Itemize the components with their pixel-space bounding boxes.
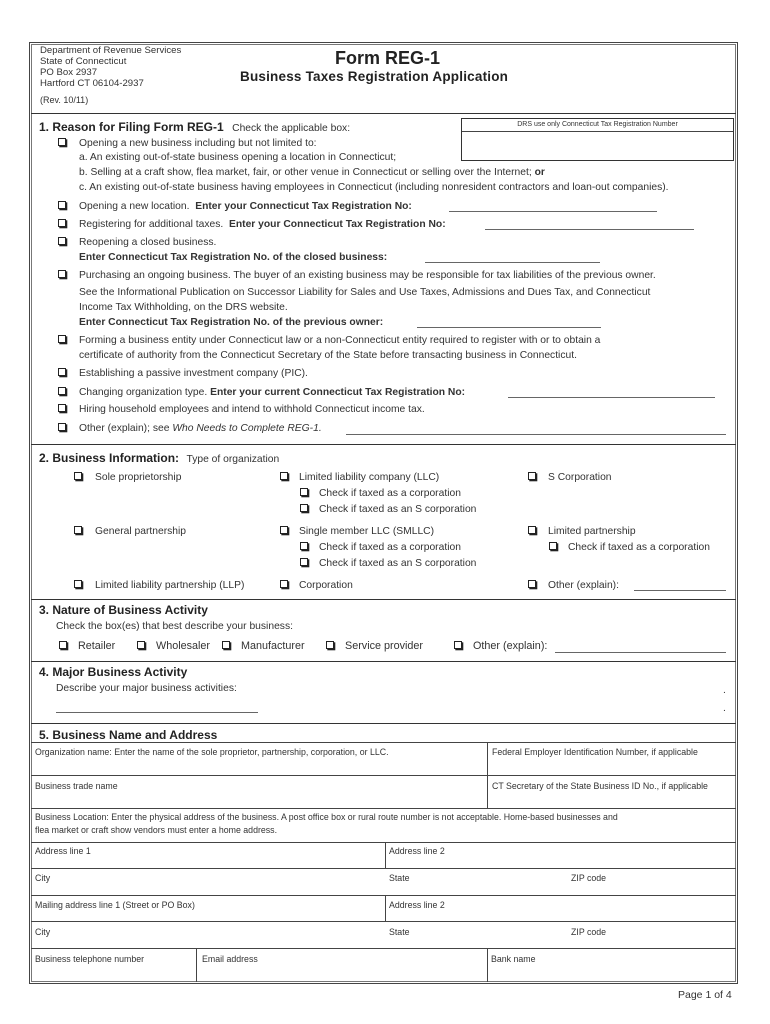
agency-name: Department of Revenue Services — [40, 45, 182, 56]
checkbox-lp-corp[interactable] — [549, 542, 557, 550]
sec5-line-6 — [31, 895, 736, 896]
checkbox-forming[interactable] — [58, 335, 66, 343]
opt-other-text: Other (explain); see — [79, 423, 170, 434]
checkbox-pic[interactable] — [58, 368, 66, 376]
checkbox-new-location[interactable] — [58, 201, 66, 209]
label-mailing-2: Address line 2 — [389, 900, 445, 910]
opt-new-location-text: Opening a new location. — [79, 201, 190, 212]
label-s-corp: S Corporation — [548, 472, 612, 483]
checkbox-s-corp[interactable] — [528, 472, 536, 480]
form-subtitle: Business Taxes Registration Application — [240, 69, 509, 84]
checkbox-purchasing[interactable] — [58, 270, 66, 278]
checkbox-smllc[interactable] — [280, 526, 288, 534]
opt-additional-prompt: Enter your Connecticut Tax Registration No: — [228, 219, 446, 230]
section3-title: 3. Nature of Business Activity — [39, 603, 208, 617]
opt-pic: Establishing a passive investment company (PIC). — [79, 368, 308, 379]
sec5-vdiv-2 — [385, 842, 386, 868]
opt-changing-org-text: Changing organization type. — [79, 387, 208, 398]
page-number: Page 1 of 4 — [678, 989, 732, 1001]
label-zip: ZIP code — [571, 873, 607, 883]
section2-divider — [31, 599, 736, 600]
section1-title: 1. Reason for Filing Form REG-1 — [39, 120, 224, 134]
other-reason-field[interactable] — [346, 434, 726, 435]
checkbox-limited-partnership[interactable] — [528, 526, 536, 534]
checkbox-sole-prop[interactable] — [74, 472, 82, 480]
section4-dot-1: . — [723, 685, 726, 696]
label-fein: Federal Employer Identification Number, if applicable — [492, 747, 698, 757]
label-bank: Bank name — [491, 954, 536, 964]
drs-use-only-box[interactable] — [461, 118, 734, 161]
opt-reopening: Reopening a closed business. — [79, 237, 217, 248]
header-divider — [31, 113, 736, 114]
revision-date: (Rev. 10/11) — [40, 95, 89, 105]
opt-new-business: Opening a new business including but not limited to: — [79, 138, 317, 149]
label-general-partnership: General partnership — [95, 526, 187, 537]
label-location-2: flea market or craft show vendors must enter a home address. — [35, 825, 278, 835]
checkbox-smllc-corp[interactable] — [300, 542, 308, 550]
checkbox-retailer[interactable] — [59, 641, 67, 649]
section2-title: 2. Business Information: — [39, 451, 180, 465]
label-service: Service provider — [345, 640, 424, 652]
checkbox-llc-s[interactable] — [300, 504, 308, 512]
label-mailing-1: Mailing address line 1 (Street or PO Box) — [35, 900, 195, 910]
label-other-activity: Other (explain): — [473, 640, 548, 652]
label-smllc-corp: Check if taxed as a corporation — [319, 542, 461, 553]
opt-changing-org — [79, 386, 465, 399]
section1-instruction: Check the applicable box: — [232, 123, 351, 134]
label-limited-partnership: Limited partnership — [548, 526, 636, 537]
opt-new-business-b — [79, 166, 545, 179]
label-retailer: Retailer — [78, 640, 116, 652]
checkbox-wholesaler[interactable] — [137, 641, 145, 649]
checkbox-other-activity[interactable] — [454, 641, 462, 649]
label-other-org: Other (explain): — [548, 580, 619, 591]
checkbox-changing-org[interactable] — [58, 387, 66, 395]
label-address-2: Address line 2 — [389, 846, 445, 856]
opt-new-location — [79, 200, 412, 213]
checkbox-new-business[interactable] — [58, 138, 66, 146]
opt-new-business-a: a. An existing out-of-state business opening a location in Connecticut; — [79, 152, 397, 163]
label-lp-corp: Check if taxed as a corporation — [568, 542, 710, 553]
sec5-line-8 — [31, 948, 736, 949]
label-llc-s: Check if taxed as an S corporation — [319, 504, 477, 515]
sec5-line-2 — [31, 775, 736, 776]
label-address-1: Address line 1 — [35, 846, 91, 856]
purchasing-reg-no-field[interactable] — [417, 327, 601, 328]
additional-taxes-reg-no-field[interactable] — [485, 229, 694, 230]
drs-box-divider — [462, 131, 733, 132]
checkbox-additional-taxes[interactable] — [58, 219, 66, 227]
label-sole-prop: Sole proprietorship — [95, 472, 182, 483]
agency-address — [40, 45, 181, 89]
major-activity-field[interactable] — [56, 712, 258, 713]
opt-household: Hiring household employees and intend to withhold Connecticut income tax. — [79, 404, 425, 415]
sec5-line-3 — [31, 808, 736, 809]
opt-forming-1: Forming a business entity under Connecticut law or a non-Connecticut entity required to register with or to obtain a — [79, 335, 601, 346]
sec5-line-4 — [31, 842, 736, 843]
section3-divider — [31, 661, 736, 662]
opt-purchasing-1: Purchasing an ongoing business. The buyer of an existing business may be responsible for tax liabilities of the previous owner. — [79, 270, 656, 281]
label-wholesaler: Wholesaler — [156, 640, 211, 652]
opt-purchasing-2: See the Informational Publication on Successor Liability for Sales and Use Taxes, Admissions and Dues Tax, and Connecticut — [79, 287, 651, 298]
opt-changing-org-prompt: Enter your current Connecticut Tax Registration No: — [210, 387, 466, 398]
label-smllc-s: Check if taxed as an S corporation — [319, 558, 477, 569]
agency-state: State of Connecticut — [40, 56, 127, 67]
checkbox-other-org[interactable] — [528, 580, 536, 588]
changing-org-reg-no-field[interactable] — [508, 397, 715, 398]
section3-instruction: Check the box(es) that best describe your business: — [56, 621, 293, 632]
opt-new-business-b-text: b. Selling at a craft show, flea market, fair, or other venue in Connecticut or selling over the Internet; — [79, 167, 532, 178]
label-trade-name: Business trade name — [35, 781, 118, 791]
sec5-vdiv-5 — [487, 948, 488, 982]
agency-pobox: PO Box 2937 — [40, 67, 98, 78]
drs-box-label: DRS use only Connecticut Tax Registration Number — [517, 121, 678, 128]
other-org-field[interactable] — [634, 590, 726, 591]
opt-reopening-prompt: Enter Connecticut Tax Registration No. of the closed business: — [79, 252, 388, 263]
opt-new-business-c: c. An existing out-of-state business having employees in Connecticut (including nonresident contractors and loan-out companies). — [79, 182, 669, 193]
label-llc: Limited liability company (LLC) — [299, 472, 440, 483]
form-title: Form REG-1 — [335, 48, 441, 68]
label-mail-zip: ZIP code — [571, 927, 607, 937]
opt-additional-taxes — [79, 218, 446, 231]
label-llc-corp: Check if taxed as a corporation — [319, 488, 461, 499]
opt-additional-text: Registering for additional taxes. — [79, 219, 224, 230]
section5-title: 5. Business Name and Address — [39, 728, 218, 742]
opt-new-business-b-or: or — [534, 167, 545, 178]
section1-divider — [31, 444, 736, 445]
other-activity-field[interactable] — [555, 652, 726, 653]
label-mail-city: City — [35, 927, 51, 937]
section4-instruction: Describe your major business activities: — [56, 683, 237, 694]
label-state: State — [389, 873, 410, 883]
checkbox-llc-corp[interactable] — [300, 488, 308, 496]
new-location-reg-no-field[interactable] — [449, 211, 657, 212]
label-org-name: Organization name: Enter the name of the sole proprietor, partnership, corporation, or LLC. — [35, 747, 389, 757]
sec5-vdiv-3 — [385, 895, 386, 921]
opt-new-location-prompt: Enter your Connecticut Tax Registration No: — [195, 201, 412, 212]
section1-heading — [39, 118, 350, 136]
label-location-1: Business Location: Enter the physical address of the business. A post office box or rural route number is not acceptable. Home-based businesses and — [35, 812, 618, 822]
who-needs-link[interactable]: Who Needs to Complete REG-1. — [172, 423, 322, 434]
opt-purchasing-prompt: Enter Connecticut Tax Registration No. of the previous owner: — [79, 317, 384, 328]
sec5-vdiv-4 — [196, 948, 197, 982]
agency-city: Hartford CT 06104-2937 — [40, 78, 144, 89]
opt-other-reason — [79, 422, 322, 435]
checkbox-llp[interactable] — [74, 580, 82, 588]
checkbox-household[interactable] — [58, 404, 66, 412]
checkbox-llc[interactable] — [280, 472, 288, 480]
section4-divider — [31, 723, 736, 724]
sec5-line-7 — [31, 921, 736, 922]
label-city: City — [35, 873, 51, 883]
reopening-reg-no-field[interactable] — [425, 262, 600, 263]
section4-dot-2: . — [723, 703, 726, 714]
label-llp: Limited liability partnership (LLP) — [95, 580, 245, 591]
opt-purchasing-3: Income Tax Withholding, on the DRS website. — [79, 302, 288, 313]
checkbox-general-partnership[interactable] — [74, 526, 82, 534]
label-smllc: Single member LLC (SMLLC) — [299, 526, 435, 537]
section2-heading — [39, 449, 279, 467]
label-phone: Business telephone number — [35, 954, 145, 964]
checkbox-manufacturer[interactable] — [222, 641, 230, 649]
checkbox-smllc-s[interactable] — [300, 558, 308, 566]
label-corporation: Corporation — [299, 580, 353, 591]
label-email: Email address — [202, 954, 258, 964]
label-manufacturer: Manufacturer — [241, 640, 305, 652]
label-mail-state: State — [389, 927, 410, 937]
sec5-line-1 — [31, 742, 736, 743]
section2-subtitle: Type of organization — [186, 454, 280, 465]
sec5-line-5 — [31, 868, 736, 869]
opt-forming-2: certificate of authority from the Connecticut Secretary of the State before transacting business in Connecticut. — [79, 350, 577, 361]
checkbox-reopening[interactable] — [58, 237, 66, 245]
checkbox-other-reason[interactable] — [58, 423, 66, 431]
checkbox-corporation[interactable] — [280, 580, 288, 588]
checkbox-service[interactable] — [326, 641, 334, 649]
section4-title: 4. Major Business Activity — [39, 665, 188, 679]
label-sots-id: CT Secretary of the State Business ID No., if applicable — [492, 781, 708, 791]
